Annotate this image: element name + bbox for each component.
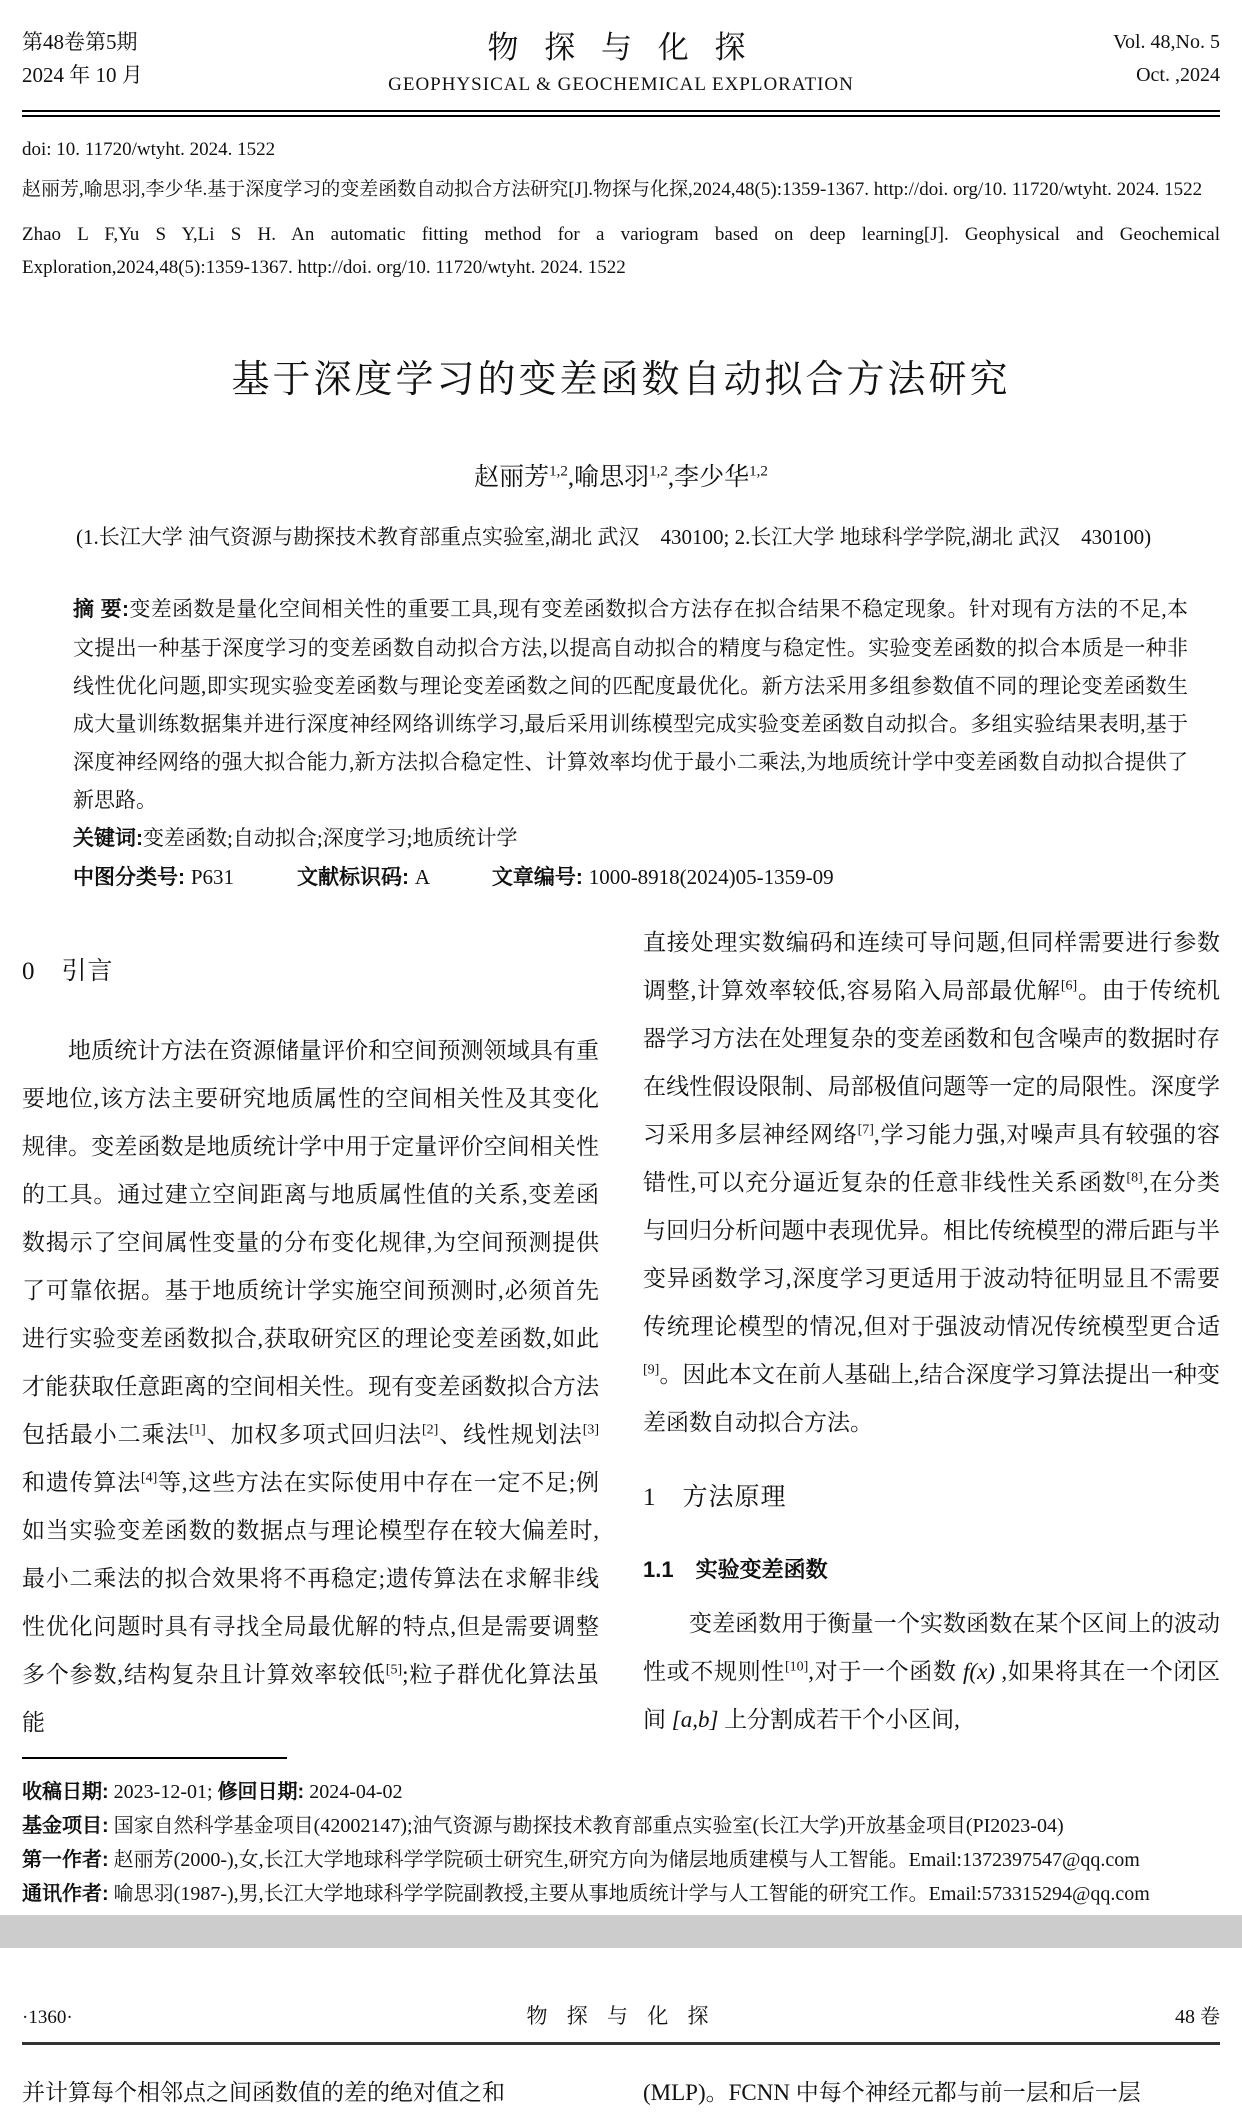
running-header-volume: 48 卷 bbox=[1175, 2006, 1220, 2028]
journal-header bbox=[22, 22, 1220, 96]
footnote-received: 收稿日期: 2023-12-01; 修回日期: 2024-04-02 bbox=[22, 1781, 403, 1803]
header-double-rule bbox=[22, 110, 1220, 117]
affiliation: (1.长江大学 油气资源与勘探技术教育部重点实验室,湖北 武汉 430100; 2.长江大学 地球科学学院,湖北 武汉 430100) bbox=[76, 525, 1152, 549]
journal-date-en: Oct. ,2024 bbox=[1136, 64, 1220, 86]
journal-volume-issue-en: Vol. 48,No. 5 bbox=[1113, 31, 1220, 53]
paper-page-1360-top bbox=[0, 1948, 1242, 2105]
body-columns bbox=[22, 919, 1220, 1747]
abstract-block bbox=[73, 590, 1188, 897]
keywords-label: 关键词: bbox=[73, 827, 143, 850]
citation-cn: 赵丽芳,喻思羽,李少华.基于深度学习的变差函数自动拟合方法研究[J].物探与化探,2024,48(5):1359-1367. http://doi. org/10. 11720/wtyht. 2024. 1522 bbox=[22, 179, 1203, 200]
article-title: 基于深度学习的变差函数自动拟合方法研究 bbox=[231, 359, 1011, 401]
page2-clipped-body bbox=[22, 2069, 1220, 2117]
intro-paragraph-right: 直接处理实数编码和连续可导问题,但同样需要进行参数调整,计算效率较低,容易陷入局部最优解[6]。由于传统机器学习方法在处理复杂的变差函数和包含噪声的数据时存在线性假设限制、局部极值问题等一定的局限性。深度学习采用多层神经网络[7],学习能力强,对噪声具有较强的容错性,可以充分逼近复杂的任意非线性关系函数[8],在分类与回归分析问题中表现优异。相比传统模型的滞后距与半变异函数学习,深度学习更适用于波动特征明显且不需要传统理论模型的情况,但对于强波动情况传统模型更合适[9]。因此本文在前人基础上,结合深度学习算法提出一种变差函数自动拟合方法。 bbox=[643, 930, 1221, 1435]
journal-issue-cn bbox=[22, 26, 388, 92]
keywords-line bbox=[73, 819, 1188, 858]
journal-name-block bbox=[388, 22, 854, 96]
running-header bbox=[22, 1948, 1220, 2030]
running-header-rule bbox=[22, 2042, 1220, 2045]
doi-line: doi: 10. 11720/wtyht. 2024. 1522 bbox=[22, 139, 276, 160]
abstract-text: 变差函数是量化空间相关性的重要工具,现有变差函数拟合方法存在拟合结果不稳定现象。针对现有方法的不足,本文提出一种基于深度学习的变差函数自动拟合方法,以提高自动拟合的精度与稳定性。实验变差函数的拟合本质是一种非线性优化问题,即实现实验变差函数与理论变差函数之间的匹配度最优化。新方法采用多组参数值不同的理论变差函数生成大量训练数据集并进行深度神经网络训练学习,最后采用训练模型完成实验变差函数自动拟合。多组实验结果表明,基于深度神经网络的强大拟合能力,新方法拟合稳定性、计算效率均优于最小二乘法,为地质统计学中变差函数自动拟合提供了新思路。 bbox=[73, 597, 1189, 812]
citation-en: Zhao L F,Yu S Y,Li S H. An automatic fitting method for a variogram based on deep learning[J]. Geophysical and Geochemical Exploration,2024,48(5):1359-1367. http://doi. org/10. 11720/wtyht. 2024. 1522 bbox=[22, 224, 1220, 278]
page-separator bbox=[0, 1915, 1242, 1948]
journal-issue-en bbox=[854, 26, 1220, 92]
abstract-label: 摘 要: bbox=[73, 598, 129, 621]
journal-name-en: GEOPHYSICAL & GEOCHEMICAL EXPLORATION bbox=[388, 74, 854, 95]
section-0-heading: 0 引言 bbox=[22, 958, 114, 985]
journal-date-cn: 2024 年 10 月 bbox=[22, 63, 143, 87]
footnote-funding: 基金项目: 国家自然科学基金项目(42002147);油气资源与勘探技术教育部重点实验室(长江大学)开放基金项目(PI2023-04) bbox=[22, 1815, 1064, 1837]
running-header-journal-name: 物 探 与 化 探 bbox=[526, 2004, 716, 2028]
journal-name-cn: 物 探 与 化 探 bbox=[487, 30, 755, 65]
footnote-first-author: 第一作者: 赵丽芳(2000-),女,长江大学地球科学学院硕士研究生,研究方向为储层地质建模与人工智能。Email:1372397547@qq.com bbox=[22, 1849, 1140, 1871]
footnote-block bbox=[22, 1757, 1220, 1911]
keywords-text: 变差函数;自动拟合;深度学习;地质统计学 bbox=[143, 826, 518, 850]
journal-volume-issue-cn: 第48卷第5期 bbox=[22, 30, 138, 54]
clipped-line-right: (MLP)。FCNN 中每个神经元都与前一层和后一层 bbox=[643, 2080, 1141, 2105]
authors-line: 赵丽芳$^{1,2}$,喻思羽$^{1,2}$,李少华$^{1,2}$ bbox=[474, 463, 768, 491]
footnote-rule bbox=[22, 1757, 287, 1759]
intro-paragraph-left: 地质统计方法在资源储量评价和空间预测领域具有重要地位,该方法主要研究地质属性的空间相关性及其变化规律。变差函数是地质统计学中用于定量评价空间相关性的工具。通过建立空间距离与地质属性值的关系,变差函数揭示了空间属性变量的分布变化规律,为空间预测提供了可靠依据。基于地质统计学实施空间预测时,必须首先进行实验变差函数拟合,获取研究区的理论变差函数,如此才能获取任意距离的空间相关性。现有变差函数拟合方法包括最小二乘法[1]、加权多项式回归法[2]、线性规划法[3]和遗传算法[4]等,这些方法在实际使用中存在一定不足;例如当实验变差函数的数据点与理论模型存在较大偏差时,最小二乘法的拟合效果将不再稳定;遗传算法在求解非线性优化问题时具有寻找全局最优解的特点,但是需要调整多个参数,结构复杂且计算效率较低[5];粒子群优化算法虽能 bbox=[22, 1038, 600, 1735]
footnote-corresponding-author: 通讯作者: 喻思羽(1987-),男,长江大学地球科学学院副教授,主要从事地质统计学与人工智能的研究工作。Email:573315294@qq.com bbox=[22, 1883, 1150, 1905]
running-header-page-number: ·1360· bbox=[22, 2007, 73, 2028]
right-column bbox=[643, 919, 1220, 1747]
section-1-heading: 1 方法原理 bbox=[643, 1484, 787, 1511]
left-column bbox=[22, 919, 599, 1747]
section-1-1-heading: 1.1 实验变差函数 bbox=[643, 1557, 828, 1582]
classification-line: 中图分类号: P631 文献标识码: A 文章编号: 1000-8918(2024)05-1359-09 bbox=[73, 865, 834, 889]
abstract bbox=[73, 590, 1188, 819]
method-paragraph: 变差函数用于衡量一个实数函数在某个区间上的波动性或不规则性[10],对于一个函数 f(x) ,如果将其在一个闭区间 [a,b] 上分割成若干个小区间, bbox=[643, 1611, 1220, 1732]
clipped-line-left: 并计算每个相邻点之间函数值的差的绝对值之和 bbox=[22, 2080, 505, 2105]
